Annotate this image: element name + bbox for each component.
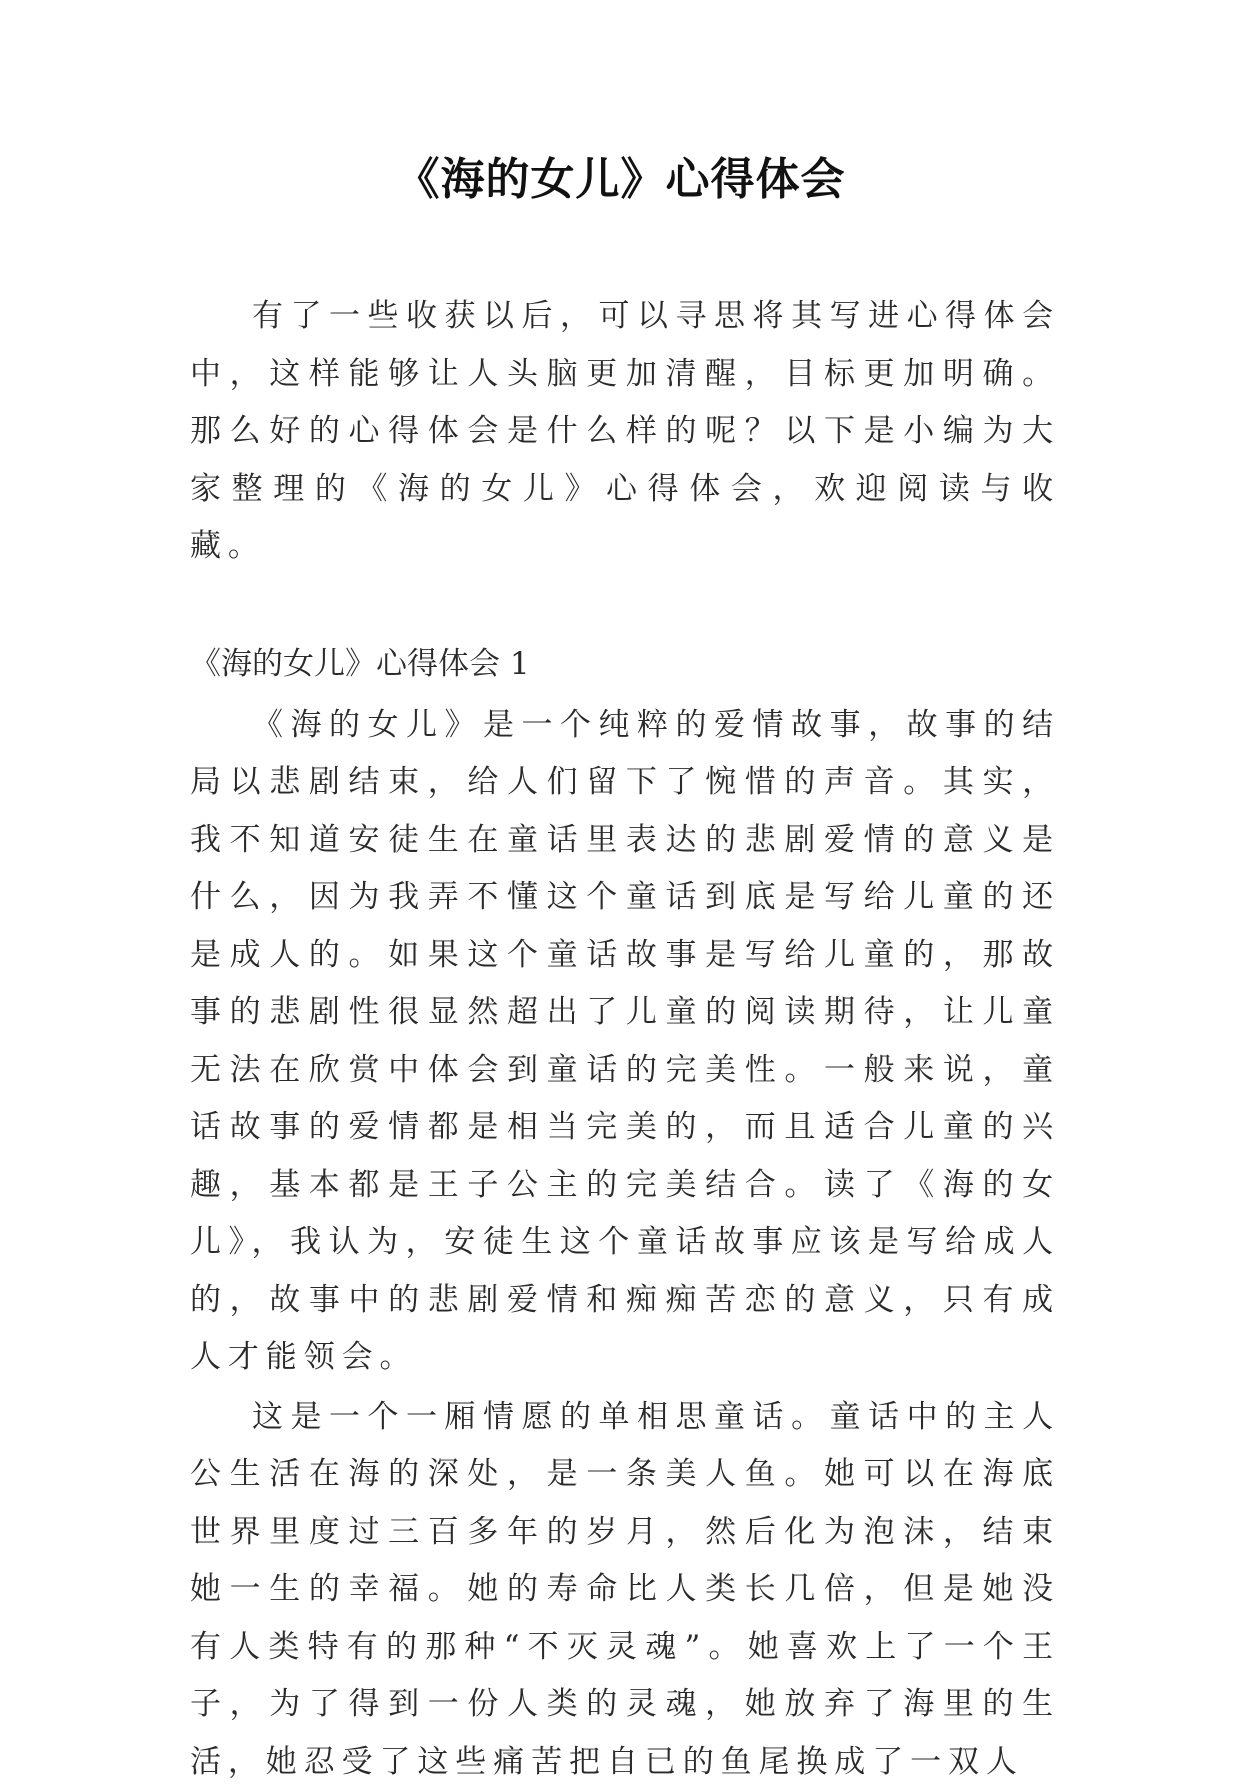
body-paragraph: 《海的女儿》是一个纯粹的爱情故事，故事的结局以悲剧结束，给人们留下了惋惜的声音。其实，我不知道安徒生在童话里表达的悲剧爱情的意义是什么，因为我弄不懂这个童话到底是写给儿童的还是成人的。如果这个童话故事是写给儿童的，那故事的悲剧性很显然超出了儿童的阅读期待，让儿童无法在欣赏中体会到童话的完美性。一般来说，童话故事的爱情都是相当完美的，而且适合儿童的兴趣，基本都是王子公主的完美结合。读了《海的女儿》，我认为，安徒生这个童话故事应该是写给成人的，故事中的悲剧爱情和痴痴苦恋的意义，只有成人才能领会。 [190, 697, 1060, 1387]
body-paragraph: 这是一个一厢情愿的单相思童话。童话中的主人公生活在海的深处，是一条美人鱼。她可以在海底世界里度过三百多年的岁月，然后化为泡沫，结束她一生的幸福。她的寿命比人类长几倍，但是她没有人类特有的那种“不灭灵魂”。她喜欢上了一个王子，为了得到一份人类的灵魂，她放弃了海里的生活，她忍受了这些痛苦把自已的鱼尾换成了一双人 [190, 1389, 1060, 1791]
document-body [190, 288, 1060, 1791]
intro-paragraph: 有了一些收获以后，可以寻思将其写进心得体会中，这样能够让人头脑更加清醒，目标更加明确。那么好的心得体会是什么样的呢？以下是小编为大家整理的《海的女儿》心得体会，欢迎阅读与收藏。 [190, 288, 1060, 576]
section-heading: 《海的女儿》心得体会 1 [190, 633, 1060, 695]
document-title: 《海的女儿》心得体会 [0, 150, 1241, 210]
